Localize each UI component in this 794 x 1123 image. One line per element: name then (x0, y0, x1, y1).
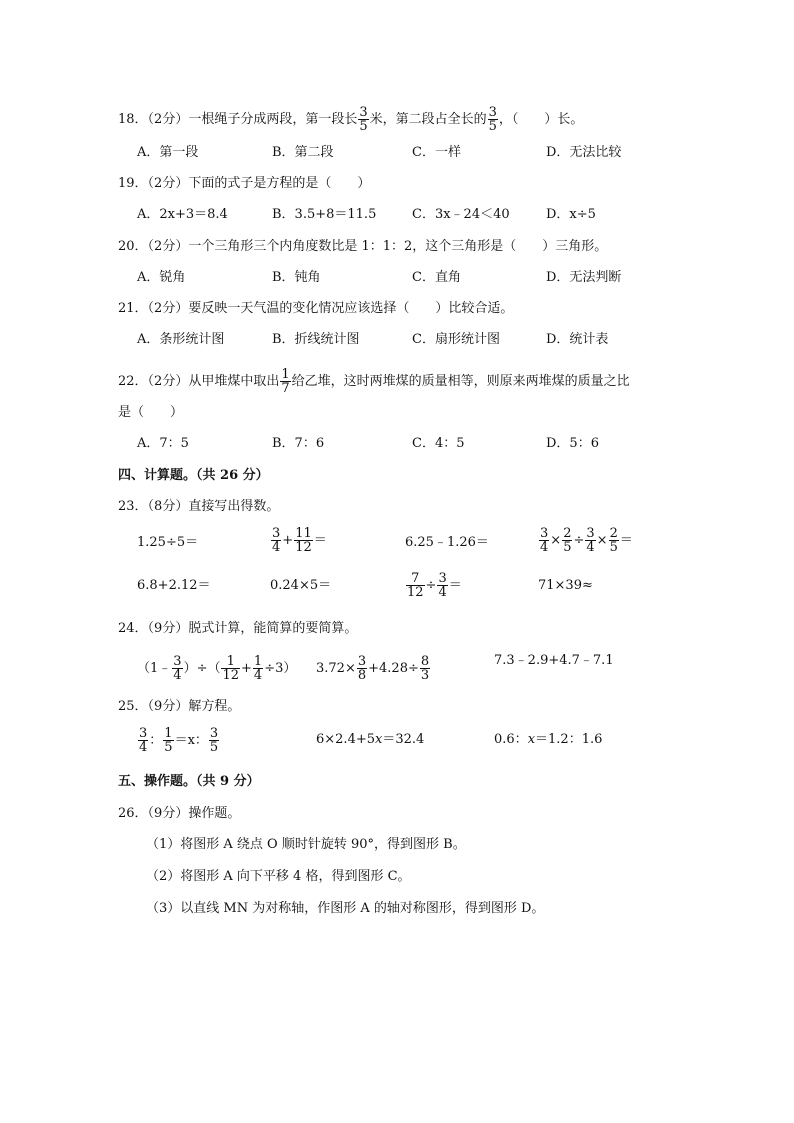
expression: 3.72× $\frac{3}{8}$ +4.28÷ $\frac{8}{3}$ (316, 654, 430, 683)
sub-question-2: （2）将图形 A 向下平移 4 格，得到图形 C。 (146, 869, 411, 884)
question-text: 一个三角形三个内角度数比是 1：1：2，这个三角形是（ ）三角形。 (188, 239, 608, 254)
question-18 (118, 106, 583, 133)
option-d: D．无法判断 (546, 270, 622, 285)
question-text: 解方程。 (188, 699, 241, 714)
question-text: 从甲堆煤中取出 (188, 374, 280, 389)
expression: 6.8+2.12＝ (137, 578, 211, 593)
question-number: 23． (118, 499, 148, 514)
option-a: A．条形统计图 (137, 332, 225, 347)
option-b: B．7：6 (272, 436, 325, 451)
question-score: （2分） (147, 301, 189, 316)
fraction: $\frac{3}{5}$ (488, 105, 497, 134)
option-d: D．5：6 (546, 436, 599, 451)
option-a: A．锐角 (137, 270, 186, 285)
question-22 (118, 368, 630, 395)
expression: $\frac{3}{4}$ + $\frac{11}{12}$ ＝ (272, 526, 327, 555)
question-text: 给乙堆，这时两堆煤的质量相等，则原来两堆煤的质量之比 (291, 374, 630, 389)
option-c: C．一样 (412, 145, 461, 160)
question-number: 19． (118, 176, 148, 191)
option-d: D．无法比较 (546, 145, 622, 160)
expression: $\frac{3}{4}$ × $\frac{2}{5}$ ÷ $\frac{3}{4}$ × $\frac{2}{5}$ ＝ (540, 526, 633, 555)
question-score: （2分） (147, 239, 189, 254)
question-score: （2分） (147, 112, 189, 127)
option-b: B．3.5+8＝11.5 (272, 207, 377, 222)
question-25 (118, 697, 240, 717)
option-b: B．第二段 (272, 145, 334, 160)
option-a: A．2x+3＝8.4 (137, 207, 228, 222)
equation: $\frac{3}{4}$ ： $\frac{1}{5}$ ＝x： $\frac{3}{5}$ (139, 726, 219, 755)
expression: 7.3﹣2.9+4.7﹣7.1 (494, 653, 614, 668)
question-number: 24． (118, 621, 148, 636)
equation: 0.6：x＝1.2：1.6 (494, 732, 603, 747)
question-score: （2分） (147, 176, 189, 191)
question-22-line2: 是（ ） (118, 405, 184, 420)
fraction: $\frac{3}{5}$ (359, 105, 368, 134)
question-26 (118, 804, 240, 824)
question-text: 脱式计算，能简算的要简算。 (188, 621, 358, 636)
option-a: A．第一段 (137, 145, 199, 160)
question-text: 米，第二段占全长的 (369, 112, 487, 127)
question-score: （9分） (147, 621, 189, 636)
question-20 (118, 237, 607, 257)
equation: 6×2.4+5x＝32.4 (316, 732, 425, 747)
option-a: A．7：5 (137, 436, 189, 451)
question-score: （9分） (147, 806, 189, 821)
section-heading: 四、计算题。（共 26 分） (118, 468, 269, 483)
question-number: 25． (118, 699, 148, 714)
question-21 (118, 299, 513, 319)
option-b: B．折线统计图 (272, 332, 360, 347)
question-text: 直接写出得数。 (188, 499, 280, 514)
question-number: 21． (118, 301, 148, 316)
question-number: 26． (118, 806, 148, 821)
question-number: 18． (118, 112, 148, 127)
sub-question-1: （1）将图形 A 绕点 O 顺时针旋转 90°，得到图形 B。 (146, 837, 466, 852)
expression: （1﹣ $\frac{3}{4}$ ）÷（ $\frac{1}{12}$ + $\frac{1}{4}$ ÷3） (137, 654, 297, 683)
question-text: 下面的式子是方程的是（ ） (188, 176, 371, 191)
option-b: B．钝角 (272, 270, 321, 285)
sub-question-3: （3）以直线 MN 为对称轴，作图形 A 的轴对称图形，得到图形 D。 (146, 901, 545, 916)
question-19 (118, 174, 370, 194)
question-number: 22． (118, 374, 148, 389)
question-score: （9分） (147, 699, 189, 714)
question-text: 一根绳子分成两段，第一段长 (188, 112, 358, 127)
expression: 6.25﹣1.26＝ (405, 535, 489, 550)
section-heading: 五、操作题。（共 9 分） (118, 774, 260, 789)
expression: 1.25÷5＝ (137, 535, 199, 550)
question-number: 20． (118, 239, 148, 254)
option-d: D．统计表 (546, 332, 609, 347)
question-score: （8分） (147, 499, 189, 514)
expression: 0.24×5＝ (270, 578, 332, 593)
fraction: $\frac{1}{7}$ (281, 367, 290, 396)
option-c: C．扇形统计图 (412, 332, 500, 347)
question-text: 要反映一天气温的变化情况应该选择（ ）比较合适。 (188, 301, 514, 316)
expression: $\frac{7}{12}$ ÷ $\frac{3}{4}$ ＝ (407, 571, 462, 600)
option-d: D．x÷5 (546, 207, 596, 222)
expression: 71×39≈ (538, 578, 593, 593)
option-c: C．4：5 (412, 436, 465, 451)
question-24 (118, 619, 357, 639)
question-score: （2分） (147, 374, 189, 389)
question-text: ，（ ）长。 (498, 112, 584, 127)
question-text: 操作题。 (188, 806, 241, 821)
question-23 (118, 497, 279, 517)
option-c: C．3x﹣24＜40 (412, 207, 510, 222)
option-c: C．直角 (412, 270, 461, 285)
